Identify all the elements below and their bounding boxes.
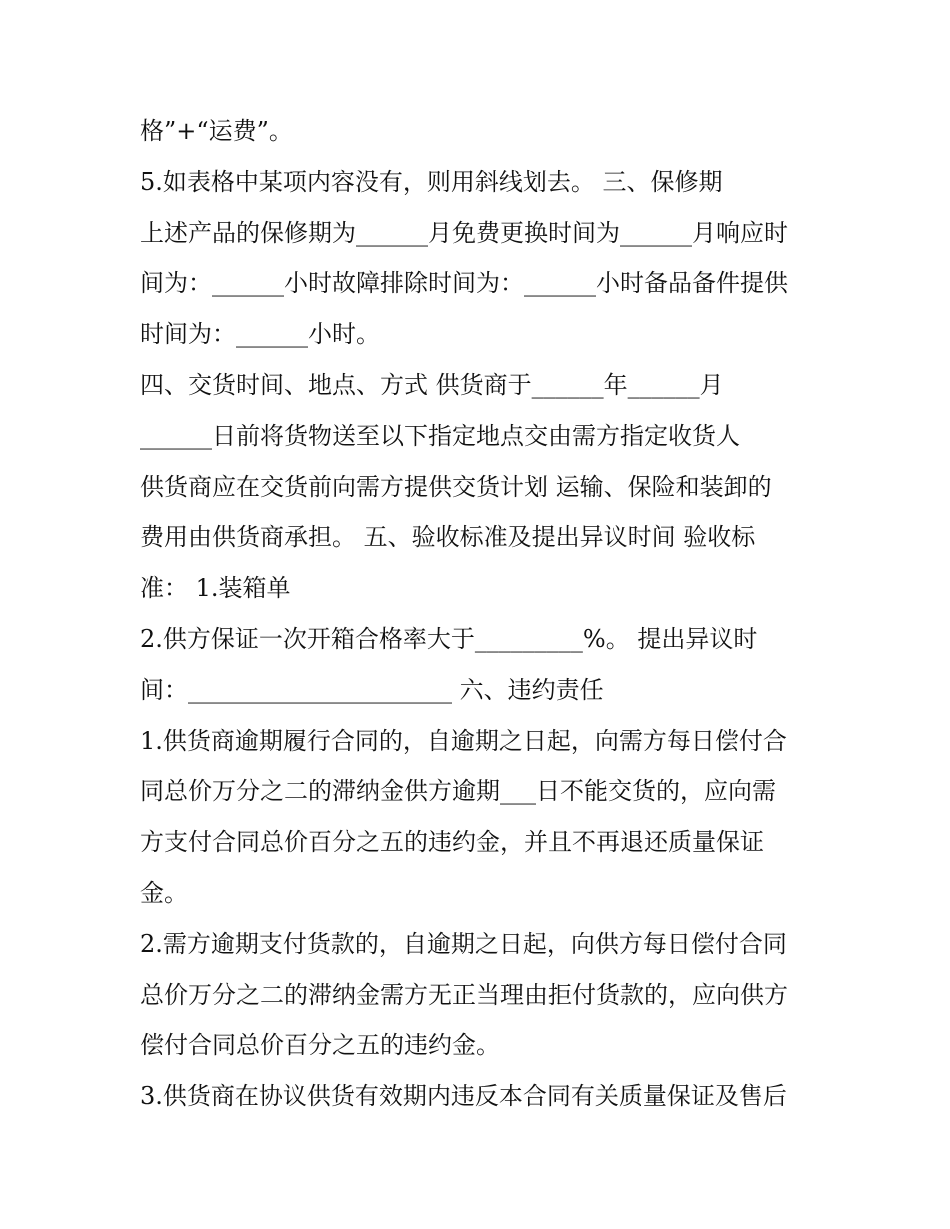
text-line: 费用由供货商承担。 五、验收标准及提出异议时间 验收标 (140, 523, 756, 552)
text-line: ______日前将货物送至以下指定地点交由需方指定收货人 (140, 421, 740, 450)
text-line: 准： 1.装箱单 (140, 574, 291, 603)
text-line: 1.供货商逾期履行合同的，自逾期之日起，向需方每日偿付合 (140, 726, 787, 755)
text-line: 总价万分之二的滞纳金需方无正当理由拒付货款的，应向供方 (140, 980, 788, 1009)
text-line: 3.供货商在协议供货有效期内违反本合同有关质量保证及售后 (140, 1082, 787, 1111)
text-line: 四、交货时间、地点、方式 供货商于______年______月 (140, 370, 724, 399)
text-line: 时间为：______小时。 (140, 320, 380, 349)
text-line: 偿付合同总价百分之五的违约金。 (140, 1031, 500, 1060)
text-line: 5.如表格中某项内容没有，则用斜线划去。 三、保修期 (140, 167, 723, 196)
text-line: 2.需方逾期支付货款的，自逾期之日起，向供方每日偿付合同 (140, 929, 787, 958)
text-line: 间：______________________ 六、违约责任 (140, 675, 604, 704)
text-line: 供货商应在交货前向需方提供交货计划 运输、保险和装卸的 (140, 472, 772, 501)
text-line: 2.供方保证一次开箱合格率大于_________%。 提出异议时 (140, 624, 758, 653)
contract-text-body (140, 106, 820, 1122)
text-line: 方支付合同总价百分之五的违约金，并且不再退还质量保证 (140, 828, 764, 857)
text-line: 金。 (140, 878, 188, 907)
text-line: 间为：______小时故障排除时间为：______小时备品备件提供 (140, 269, 788, 298)
text-line: 格”+“运费”。 (140, 117, 293, 145)
text-line: 同总价万分之二的滞纳金供方逾期___日不能交货的，应向需 (140, 777, 776, 806)
text-line: 上述产品的保修期为______月免费更换时间为______月响应时 (140, 218, 788, 247)
